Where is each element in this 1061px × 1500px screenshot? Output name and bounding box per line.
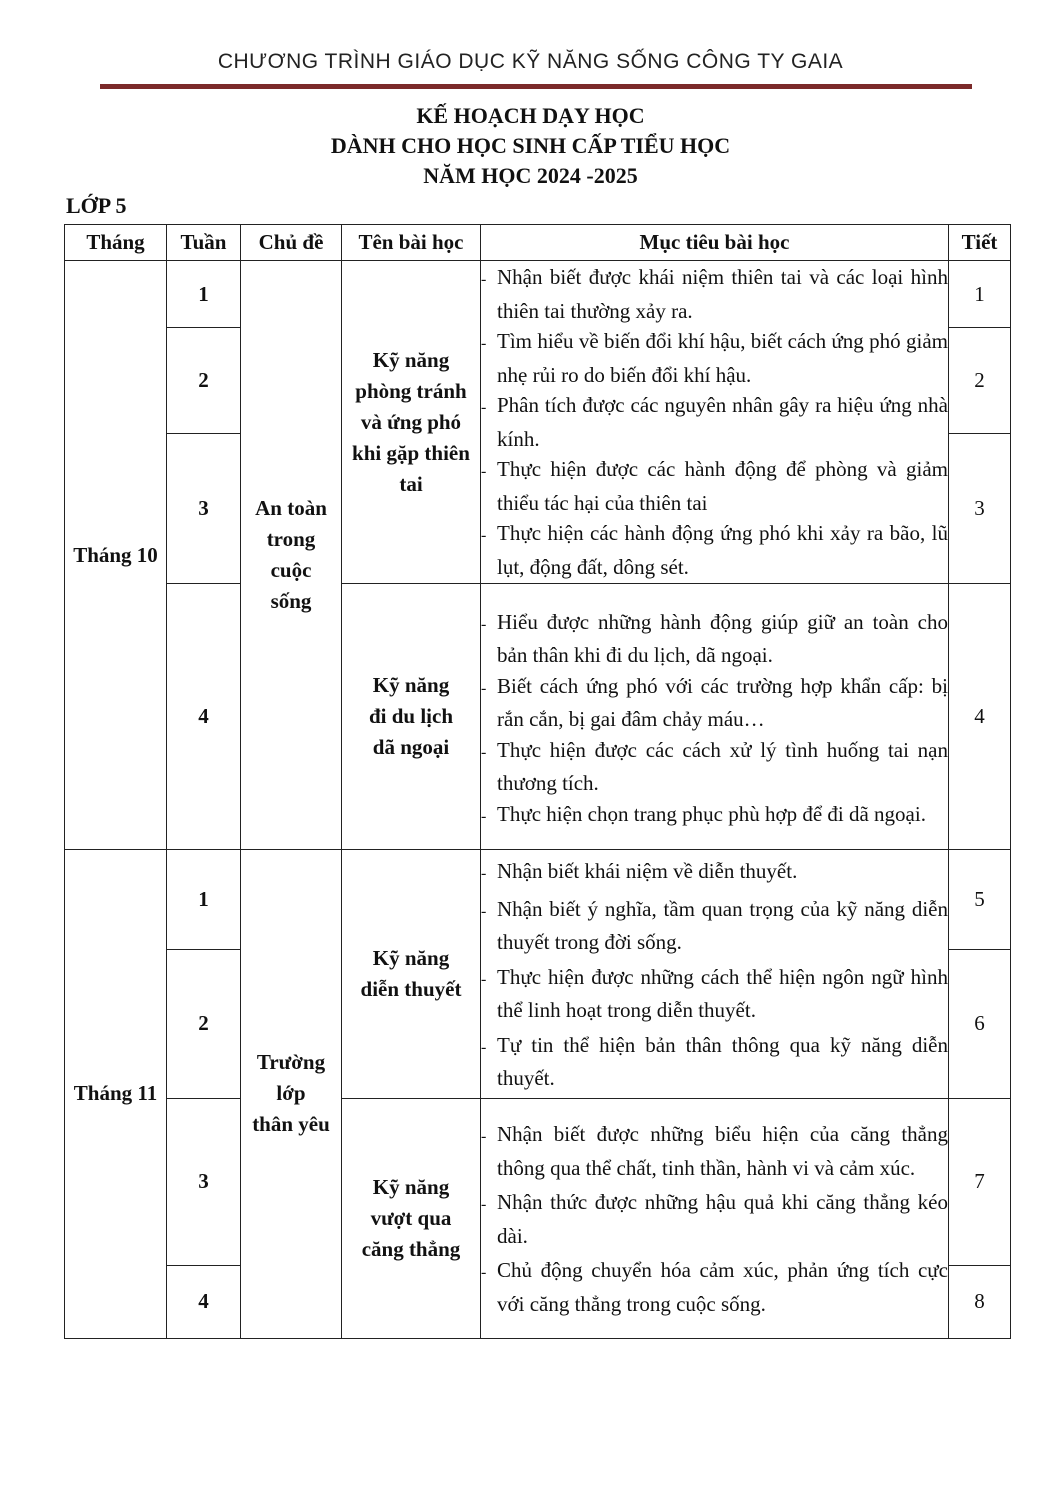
week-cell: 2 (167, 328, 241, 434)
title-school-year: NĂM HỌC 2024 -2025 (423, 163, 638, 188)
month-cell: Tháng 11 (65, 850, 167, 1339)
objective-item: - Thực hiện được những cách thể hiện ngôn ngữ hình thể linh hoạt trong diễn thuyết. (481, 964, 948, 1022)
objectives-cell (481, 584, 949, 850)
topic-line: trong (266, 527, 316, 551)
period-cell: 6 (949, 949, 1011, 1098)
period-cell: 4 (949, 584, 1011, 850)
objective-item: - Chủ động chuyển hóa cảm xúc, phản ứng tích cực với căng thẳng trong cuộc sống. (481, 1258, 948, 1316)
objective-item: - Thực hiện các hành động ứng phó khi xảy ra bão, lũ lụt, động đất, dông sét. (481, 521, 948, 579)
lesson-title-line: vượt qua (370, 1205, 452, 1230)
lesson-title-line: Kỹ năng (372, 1174, 450, 1199)
objective-item: - Nhận biết khái niệm về diễn thuyết. (481, 859, 798, 883)
period-cell: 5 (949, 850, 1011, 950)
objective-item: - Tự tin thể hiện bản thân thông qua kỹ năng diễn thuyết. (481, 1032, 948, 1090)
objective-item: - Tìm hiểu về biến đổi khí hậu, biết cách ứng phó giảm nhẹ rủi ro do biến đổi khí hậu. (481, 329, 948, 387)
week-cell: 1 (167, 850, 241, 950)
objective-item: - Thực hiện được các cách xử lý tình huống tai nạn thương tích. (481, 737, 948, 796)
header-divider (100, 84, 972, 89)
topic-cell (241, 850, 342, 1339)
week-cell: 3 (167, 1098, 241, 1265)
objective-item: - Nhận thức được những hậu quả khi căng thẳng kéo dài. (481, 1190, 948, 1248)
lesson-title-line: đi du lịch (368, 704, 454, 728)
document-titles (0, 101, 1061, 191)
lesson-title-cell (342, 261, 481, 584)
objective-item: - Nhận biết được khái niệm thiên tai và các loại hình thiên tai thường xảy ra. (481, 265, 948, 323)
topic-line: thân yêu (252, 1112, 330, 1137)
lesson-title-line: diễn thuyết (360, 976, 462, 1001)
lesson-title-line: dã ngoại (372, 735, 450, 759)
week-cell: 4 (167, 584, 241, 850)
title-audience: DÀNH CHO HỌC SINH CẤP TIỂU HỌC (330, 133, 731, 158)
lesson-title-line: căng thẳng (361, 1236, 461, 1261)
objective-item: - Thực hiện chọn trang phục phù hợp để đi dã ngoại. (481, 801, 926, 826)
topic-line: lớp (276, 1081, 306, 1106)
week-cell: 2 (167, 949, 241, 1098)
lesson-title-line: và ứng phó (360, 410, 462, 434)
table-row (65, 850, 1011, 950)
topic-line: Trường (256, 1050, 326, 1075)
lesson-title-line: khi gặp thiên (352, 441, 470, 465)
program-header: CHƯƠNG TRÌNH GIÁO DỤC KỸ NĂNG SỐNG CÔNG TY GAIA (217, 50, 844, 73)
table-header-row (65, 225, 1011, 261)
title-plan: KẾ HOẠCH DẠY HỌC (416, 103, 645, 128)
month-cell: Tháng 10 (65, 261, 167, 850)
lesson-title-line: Kỹ năng (372, 348, 450, 372)
table-row (65, 1098, 1011, 1265)
objective-item: - Hiểu được những hành động giúp giữ an toàn cho bản thân khi đi du lịch, dã ngoại. (481, 609, 948, 668)
week-cell: 4 (167, 1265, 241, 1338)
column-header-objectives: Mục tiêu bài học (481, 225, 949, 261)
objective-item: - Nhận biết ý nghĩa, tầm quan trọng của kỹ năng diễn thuyết trong đời sống. (481, 896, 948, 954)
lesson-title-cell (342, 1098, 481, 1338)
topic-line: An toàn (255, 496, 327, 520)
period-cell: 7 (949, 1098, 1011, 1265)
lesson-title-cell (342, 584, 481, 850)
table-row (65, 584, 1011, 850)
objectives-cell (481, 1098, 949, 1338)
period-cell: 3 (949, 434, 1011, 584)
objective-item: - Thực hiện được các hành động để phòng và giảm thiểu tác hại của thiên tai (481, 457, 948, 515)
lesson-title-line: tai (399, 472, 423, 496)
topic-line: sống (270, 589, 312, 613)
lesson-title-line: Kỹ năng (372, 673, 450, 697)
week-cell: 3 (167, 434, 241, 584)
table-row (65, 261, 1011, 328)
topic-cell (241, 261, 342, 850)
column-header-period: Tiết (949, 225, 1011, 261)
column-header-topic: Chủ đề (241, 225, 342, 261)
lesson-plan-table (64, 224, 1011, 1339)
column-header-month: Tháng (65, 225, 167, 261)
objective-item: - Phân tích được các nguyên nhân gây ra hiệu ứng nhà kính. (481, 393, 948, 451)
period-cell: 2 (949, 328, 1011, 434)
column-header-lesson: Tên bài học (342, 225, 481, 261)
period-cell: 8 (949, 1265, 1011, 1338)
objective-item: - Biết cách ứng phó với các trường hợp khẩn cấp: bị rắn cắn, bị gai đâm chảy máu… (481, 673, 948, 732)
grade-label: LỚP 5 (66, 193, 127, 218)
topic-line: cuộc (270, 558, 312, 582)
lesson-title-line: phòng tránh (355, 379, 467, 403)
week-cell: 1 (167, 261, 241, 328)
objectives-cell (481, 850, 949, 1099)
lesson-title-cell (342, 850, 481, 1099)
objective-item: - Nhận biết được những biểu hiện của căng thẳng thông qua thể chất, tinh thần, hành vi và cảm xúc. (481, 1122, 948, 1180)
lesson-title-line: Kỹ năng (372, 945, 450, 970)
column-header-week: Tuần (167, 225, 241, 261)
objectives-cell (481, 261, 949, 584)
period-cell: 1 (949, 261, 1011, 328)
